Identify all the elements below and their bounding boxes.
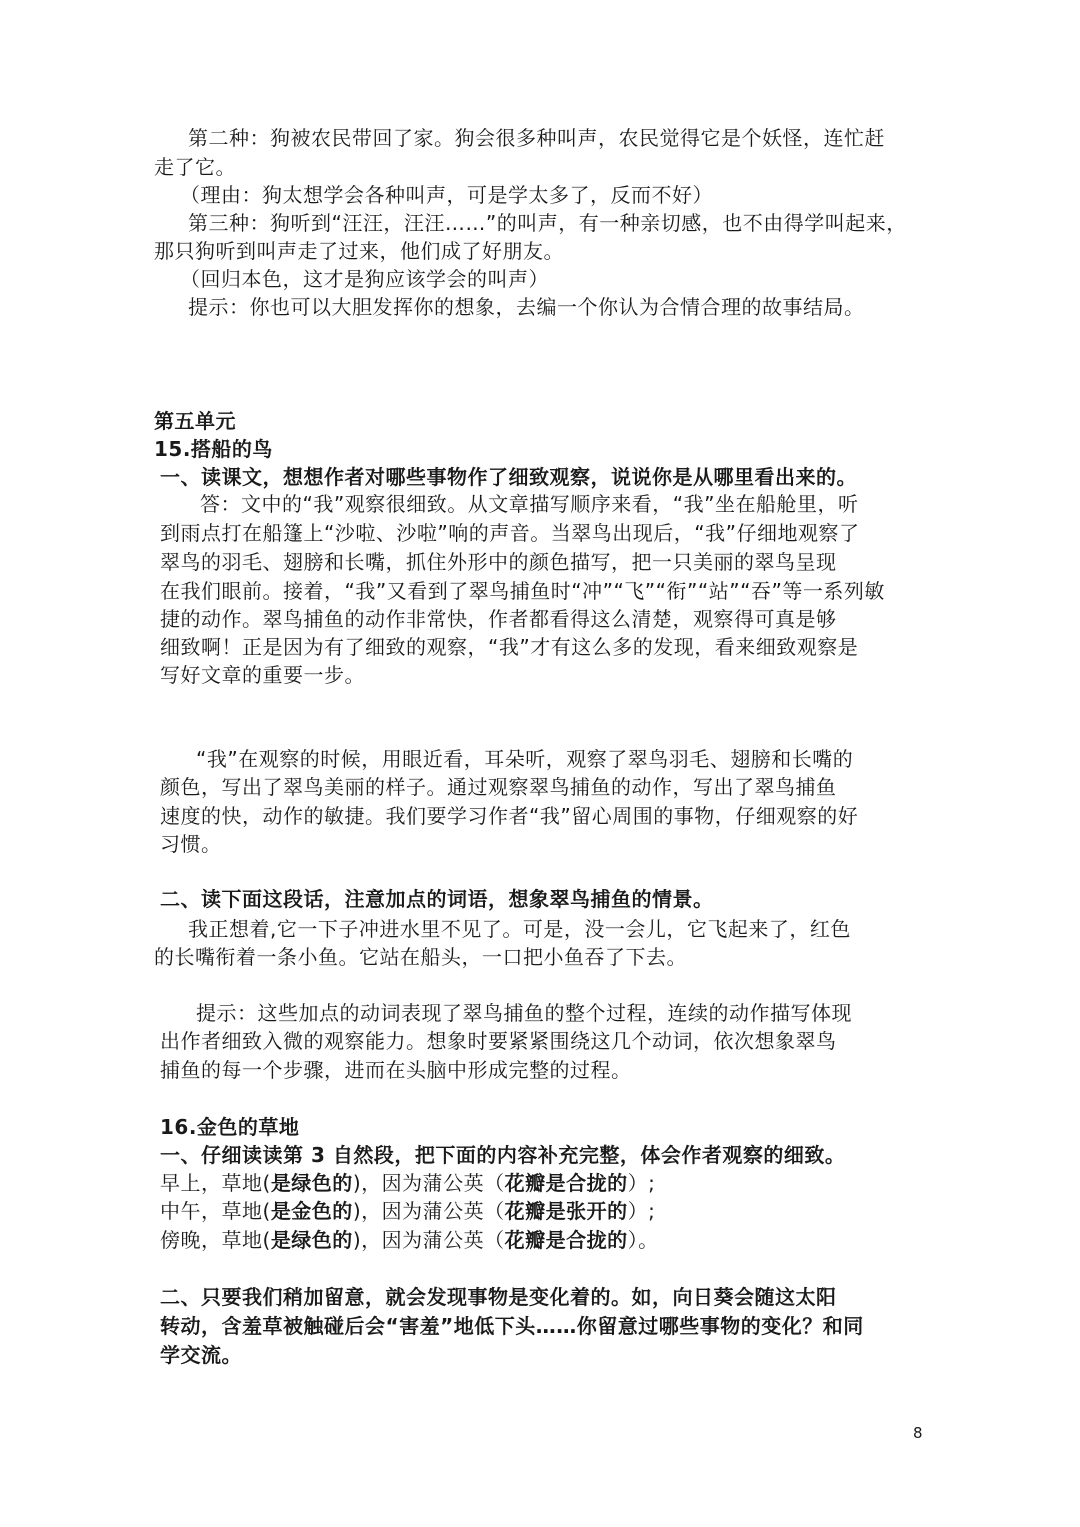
fill-row-text: )，因为蒲公英（ (352, 1171, 505, 1195)
passage-line: 的长嘴衔着一条小鱼。它站在船头，一口把小鱼吞了下去。 (154, 945, 687, 969)
passage-line: 我正想着,它一下子冲进水里不见了。可是，没一会儿，它飞起来了，红色 (188, 917, 851, 941)
fill-row-text: )，因为蒲公英（ (352, 1199, 505, 1223)
fill-row (160, 1198, 655, 1224)
answer-line: 颜色，写出了翠鸟美丽的样子。通过观察翠鸟捕鱼的动作，写出了翠鸟捕鱼 (160, 775, 837, 799)
hint-line: 捕鱼的每一个步骤，进而在头脑中形成完整的过程。 (160, 1058, 632, 1082)
text-line: 那只狗听到叫声走了过来，他们成了好朋友。 (154, 239, 564, 263)
fill-answer: 是金色的 (270, 1199, 353, 1223)
text-line: 走了它。 (154, 155, 236, 179)
fill-answer: 是绿色的 (270, 1228, 353, 1252)
answer-line: 在我们眼前。接着，“我”又看到了翠鸟捕鱼时“冲”“飞”“衔”“站”“吞”等一系列敏 (160, 579, 885, 603)
answer-line: 到雨点打在船篷上“沙啦、沙啦”响的声音。当翠鸟出现后，“我”仔细地观察了 (160, 521, 860, 545)
answer-line: 翠鸟的羽毛、翅膀和长嘴，抓住外形中的颜色描写，把一只美丽的翠鸟呈现 (160, 550, 837, 574)
fill-answer: 花瓣是合拢的 (504, 1228, 628, 1252)
text-line: 第二种：狗被农民带回了家。狗会很多种叫声，农民觉得它是个妖怪，连忙赶 (188, 126, 885, 150)
answer-line: 细致啊！正是因为有了细致的观察，“我”才有这么多的发现，看来细致观察是 (160, 635, 859, 659)
answer-line: 答：文中的“我”观察很细致。从文章描写顺序来看，“我”坐在船舱里，听 (200, 492, 859, 516)
fill-row-text: ）。 (627, 1228, 659, 1252)
lesson-title: 15.搭船的鸟 (154, 437, 273, 461)
answer-line: “我”在观察的时候，用眼近看，耳朵听，观察了翠鸟羽毛、翅膀和长嘴的 (196, 747, 854, 771)
text-line: （回归本色，这才是狗应该学会的叫声） (180, 267, 549, 291)
unit-title: 第五单元 (154, 409, 236, 433)
text-line: 提示：你也可以大胆发挥你的想象，去编一个你认为合情合理的故事结局。 (188, 295, 865, 319)
fill-row-text: 早上，草地( (160, 1171, 271, 1195)
question-heading: 转动，含羞草被触碰后会“害羞”地低下头……你留意过哪些事物的变化？和同 (160, 1314, 864, 1338)
fill-answer: 是绿色的 (270, 1171, 353, 1195)
fill-row (160, 1227, 659, 1253)
question-heading: 二、读下面这段话，注意加点的词语，想象翠鸟捕鱼的情景。 (160, 887, 714, 911)
hint-line: 出作者细致入微的观察能力。想象时要紧紧围绕这几个动词，依次想象翠鸟 (160, 1029, 837, 1053)
fill-row-text: ）; (627, 1199, 656, 1223)
fill-row (160, 1170, 655, 1196)
fill-row-text: )，因为蒲公英（ (352, 1228, 505, 1252)
answer-line: 捷的动作。翠鸟捕鱼的动作非常快，作者都看得这么清楚，观察得可真是够 (160, 607, 837, 631)
answer-line: 习惯。 (160, 832, 222, 856)
hint-line: 提示：这些加点的动词表现了翠鸟捕鱼的整个过程，连续的动作描写体现 (196, 1001, 852, 1025)
question-heading: 一、读课文，想想作者对哪些事物作了细致观察，说说你是从哪里看出来的。 (160, 465, 857, 489)
question-heading: 二、只要我们稍加留意，就会发现事物是变化着的。如，向日葵会随这太阳 (160, 1285, 837, 1309)
fill-row-text: ）; (627, 1171, 656, 1195)
question-heading: 学交流。 (160, 1343, 242, 1367)
answer-line: 写好文章的重要一步。 (160, 663, 365, 687)
fill-row-text: 中午，草地( (160, 1199, 271, 1223)
text-line: （理由：狗太想学会各种叫声，可是学太多了，反而不好） (180, 183, 713, 207)
text-line: 第三种：狗听到“汪汪，汪汪……”的叫声，有一种亲切感，也不由得学叫起来， (188, 211, 907, 235)
answer-line: 速度的快，动作的敏捷。我们要学习作者“我”留心周围的事物，仔细观察的好 (160, 804, 859, 828)
fill-answer: 花瓣是张开的 (504, 1199, 628, 1223)
fill-answer: 花瓣是合拢的 (504, 1171, 628, 1195)
question-heading: 一、仔细读读第 3 自然段，把下面的内容补充完整，体会作者观察的细致。 (160, 1143, 846, 1167)
page-number: 8 (913, 1424, 924, 1442)
lesson-title: 16.金色的草地 (160, 1115, 300, 1139)
fill-row-text: 傍晚，草地( (160, 1228, 271, 1252)
